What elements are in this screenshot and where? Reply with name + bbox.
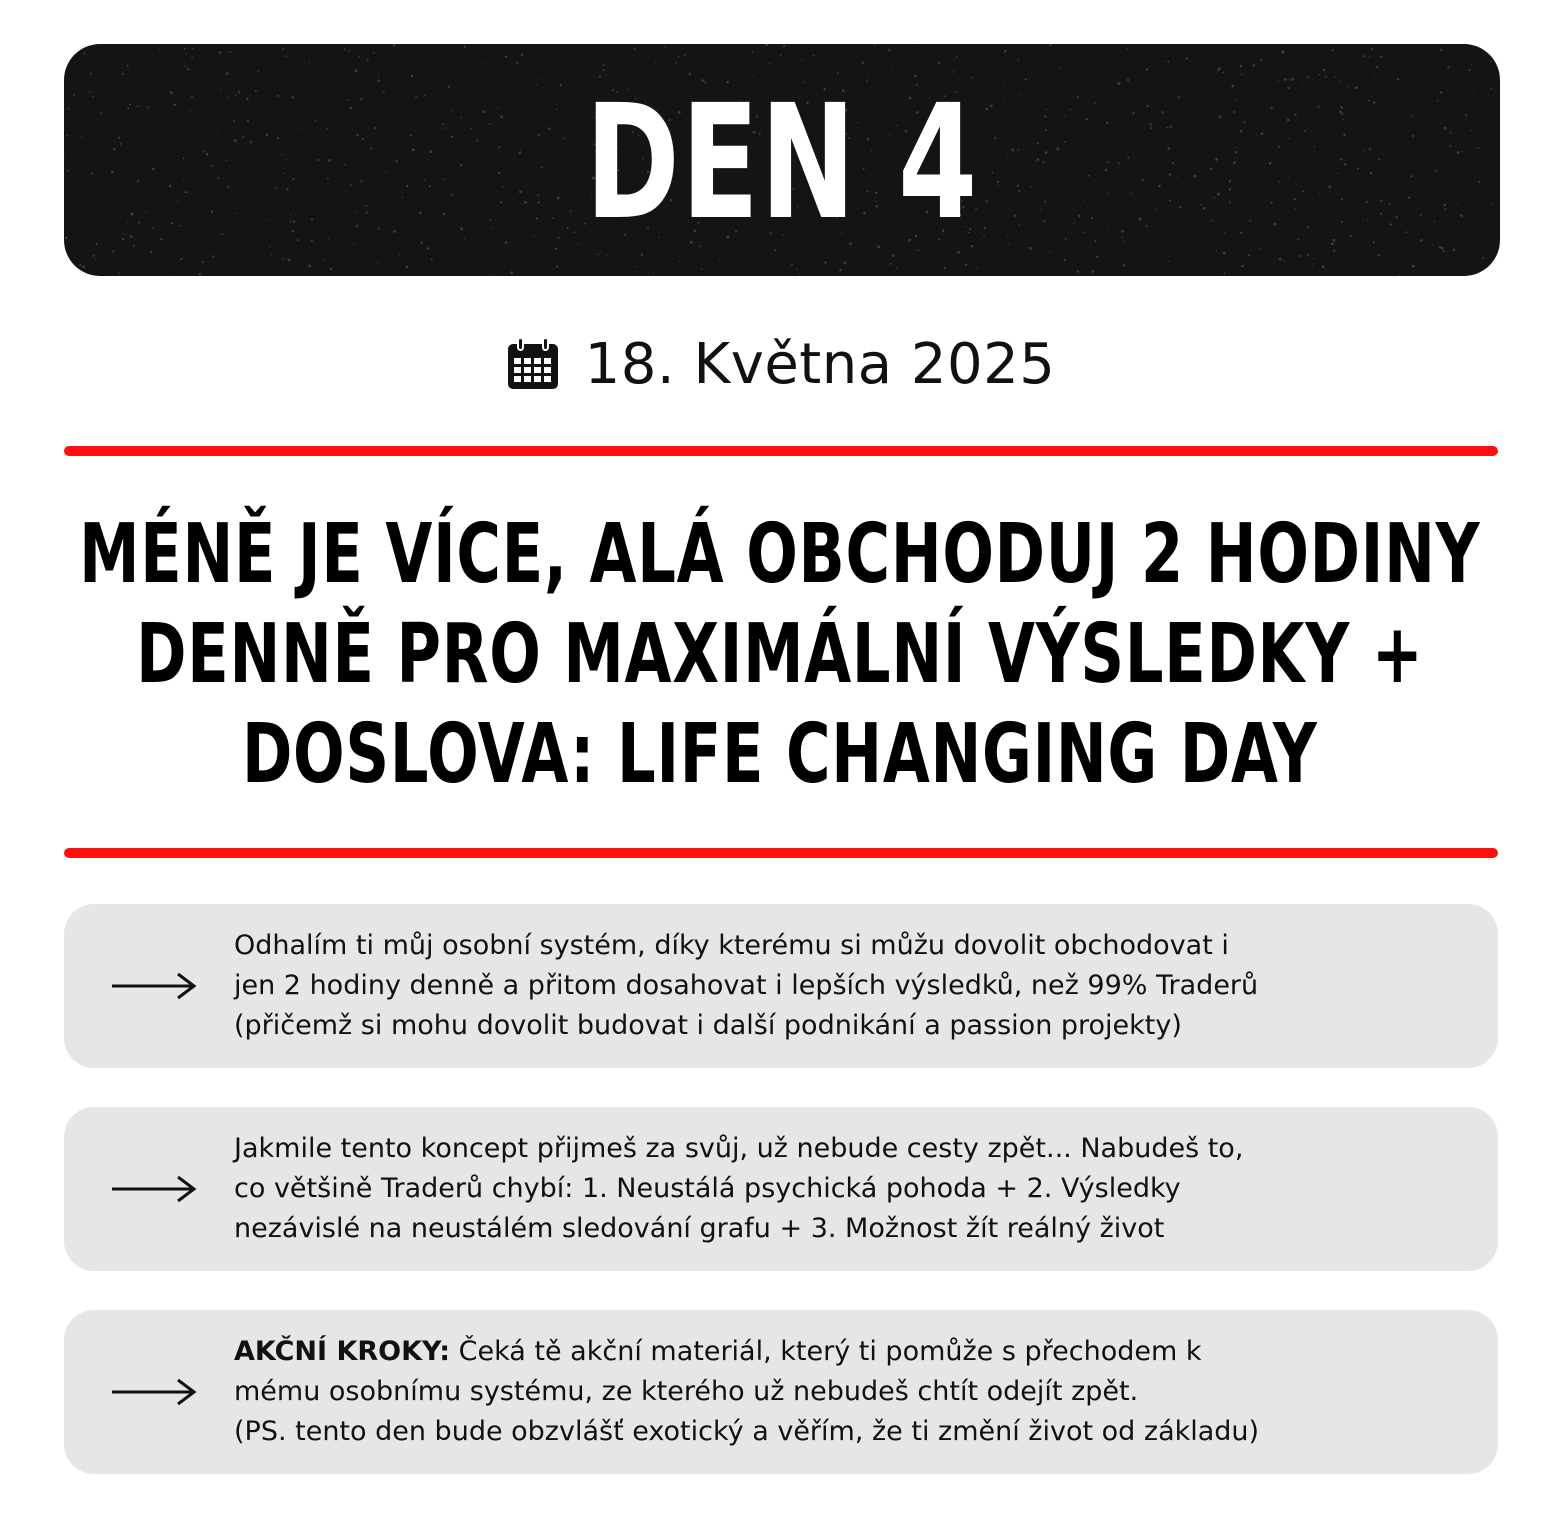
texture-speck	[117, 75, 118, 76]
date-text: 18. Května 2025	[584, 331, 1056, 397]
texture-speck	[1340, 106, 1343, 109]
texture-speck	[1414, 57, 1415, 58]
texture-speck	[1341, 113, 1343, 115]
texture-speck	[1386, 92, 1387, 93]
texture-speck	[64, 158, 65, 159]
texture-speck	[227, 186, 229, 188]
texture-speck	[1370, 172, 1372, 174]
texture-speck	[122, 73, 124, 75]
texture-speck	[1333, 239, 1336, 242]
texture-speck	[1371, 48, 1373, 50]
texture-speck	[1363, 55, 1365, 57]
texture-speck	[1457, 204, 1458, 205]
texture-speck	[181, 67, 182, 68]
texture-speck	[1357, 168, 1359, 170]
texture-speck	[1341, 221, 1343, 223]
texture-speck	[122, 238, 124, 240]
texture-speck	[83, 52, 85, 54]
texture-speck	[1399, 275, 1400, 276]
texture-speck	[226, 160, 228, 162]
texture-speck	[120, 252, 121, 253]
texture-speck	[77, 270, 79, 272]
texture-speck	[102, 98, 103, 99]
texture-speck	[79, 264, 81, 266]
texture-speck	[1444, 127, 1447, 130]
texture-speck	[1424, 206, 1425, 207]
texture-speck	[1363, 151, 1364, 152]
texture-speck	[145, 211, 146, 212]
texture-speck	[246, 98, 248, 100]
texture-speck	[1430, 52, 1431, 53]
texture-speck	[81, 135, 83, 137]
texture-speck	[130, 235, 133, 238]
texture-speck	[1314, 146, 1315, 147]
texture-speck	[232, 187, 233, 188]
texture-speck	[1355, 86, 1358, 89]
action-steps-label: AKČNÍ KROKY:	[234, 1336, 451, 1367]
card-line: Odhalím ti můj osobní systém, díky kterému si můžu dovolit obchodovat i	[234, 930, 1229, 961]
texture-speck	[1450, 132, 1452, 134]
texture-speck	[1348, 85, 1350, 87]
texture-speck	[161, 238, 163, 240]
arrow-right-icon	[110, 1171, 198, 1207]
texture-speck	[1492, 52, 1493, 53]
texture-speck	[1443, 250, 1445, 252]
texture-speck	[1439, 246, 1441, 248]
texture-speck	[137, 180, 139, 182]
texture-speck	[221, 86, 222, 87]
texture-speck	[1369, 56, 1370, 57]
texture-speck	[1435, 170, 1437, 172]
texture-speck	[1447, 66, 1449, 68]
texture-speck	[1341, 213, 1342, 214]
texture-speck	[184, 191, 186, 193]
texture-speck	[1319, 74, 1321, 76]
card-line: nezávislé na neustálém sledování grafu + 3. Možnost žít reálný život	[234, 1213, 1165, 1244]
texture-speck	[147, 106, 149, 108]
texture-speck	[218, 177, 220, 179]
calendar-icon	[505, 336, 561, 392]
texture-speck	[230, 142, 231, 143]
texture-speck	[184, 48, 186, 50]
texture-speck	[233, 120, 235, 122]
card-line-rest: Čeká tě akční materiál, který ti pomůže s přechodem k	[450, 1336, 1202, 1367]
card-text	[234, 1129, 1468, 1249]
texture-speck	[119, 109, 120, 110]
texture-speck	[106, 182, 107, 183]
texture-speck	[92, 255, 94, 257]
card-line: Jakmile tento koncept přijmeš za svůj, už nebude cesty zpět... Nabudeš to,	[234, 1133, 1244, 1164]
texture-speck	[1340, 158, 1342, 160]
texture-speck	[234, 139, 237, 142]
texture-speck	[1313, 258, 1314, 259]
texture-speck	[1365, 201, 1367, 203]
texture-speck	[133, 245, 135, 247]
texture-speck	[114, 141, 115, 142]
texture-speck	[1433, 60, 1434, 61]
texture-speck	[1412, 265, 1415, 268]
card-line: (přičemž si mohu dovolit budovat i další podnikání a passion projekty)	[234, 1010, 1182, 1041]
texture-speck	[1363, 218, 1364, 219]
texture-speck	[1380, 213, 1382, 215]
divider-top	[64, 446, 1498, 456]
texture-speck	[1367, 243, 1368, 244]
texture-speck	[92, 96, 94, 98]
texture-speck	[217, 130, 218, 131]
texture-speck	[127, 222, 128, 223]
texture-speck	[1307, 76, 1309, 78]
texture-speck	[85, 174, 86, 175]
date-row	[0, 328, 1560, 400]
texture-speck	[1378, 254, 1380, 256]
card-text	[234, 1332, 1468, 1452]
texture-speck	[1344, 163, 1347, 166]
texture-speck	[170, 91, 173, 94]
texture-speck	[1307, 254, 1309, 256]
texture-speck	[202, 261, 204, 263]
card-line: jen 2 hodiny denně a přitom dosahovat i lepších výsledků, než 99% Traderů	[234, 970, 1259, 1001]
texture-speck	[139, 110, 140, 111]
day-title: DEN 4	[585, 71, 979, 255]
texture-speck	[1323, 70, 1324, 71]
texture-speck	[247, 120, 249, 122]
texture-speck	[1299, 159, 1300, 160]
texture-speck	[138, 221, 140, 223]
texture-speck	[90, 73, 92, 75]
texture-speck	[1464, 127, 1465, 128]
action-steps-card	[64, 1310, 1498, 1474]
texture-speck	[1302, 190, 1304, 192]
texture-speck	[1373, 84, 1374, 85]
texture-speck	[1411, 116, 1413, 118]
info-card	[64, 904, 1498, 1068]
texture-speck	[80, 274, 81, 275]
texture-speck	[219, 63, 220, 64]
texture-speck	[1328, 185, 1331, 188]
texture-speck	[1472, 91, 1473, 92]
texture-speck	[1440, 49, 1442, 51]
texture-speck	[1389, 203, 1391, 205]
texture-speck	[1339, 111, 1342, 114]
texture-speck	[1478, 181, 1480, 183]
texture-speck	[1369, 148, 1371, 150]
texture-speck	[79, 101, 80, 102]
texture-speck	[1302, 85, 1303, 86]
texture-speck	[1410, 176, 1412, 178]
texture-speck	[1471, 63, 1472, 64]
texture-speck	[1434, 221, 1436, 223]
texture-speck	[1397, 78, 1399, 80]
texture-speck	[258, 70, 259, 71]
texture-speck	[123, 234, 125, 236]
texture-speck	[1367, 220, 1368, 221]
texture-speck	[1312, 265, 1313, 266]
texture-speck	[1420, 269, 1421, 270]
texture-speck	[171, 222, 173, 224]
texture-speck	[254, 112, 255, 113]
texture-speck	[235, 95, 236, 96]
texture-speck	[189, 110, 191, 112]
texture-speck	[207, 54, 208, 55]
texture-speck	[159, 49, 161, 51]
texture-speck	[1318, 106, 1320, 108]
texture-speck	[112, 251, 114, 253]
texture-speck	[1376, 66, 1378, 68]
texture-speck	[1420, 214, 1422, 216]
texture-speck	[1374, 74, 1375, 75]
texture-speck	[206, 153, 209, 156]
texture-speck	[66, 187, 67, 188]
texture-speck	[1429, 115, 1430, 116]
texture-speck	[255, 90, 257, 92]
texture-speck	[1444, 204, 1447, 207]
texture-speck	[1306, 232, 1307, 233]
texture-speck	[119, 271, 121, 273]
texture-speck	[238, 92, 240, 94]
headline-line: MÉNĚ JE VÍCE, ALÁ OBCHODUJ 2 HODINY	[79, 507, 1481, 602]
info-card	[64, 1107, 1498, 1271]
texture-speck	[1470, 130, 1471, 131]
day-banner	[64, 44, 1500, 276]
texture-speck	[1378, 158, 1380, 160]
texture-speck	[229, 51, 231, 53]
texture-speck	[1380, 56, 1382, 58]
texture-speck	[212, 255, 214, 257]
texture-speck	[203, 150, 205, 152]
texture-speck	[72, 53, 74, 55]
texture-speck	[1308, 202, 1309, 203]
texture-speck	[1460, 214, 1463, 217]
texture-speck	[199, 273, 201, 275]
texture-speck	[192, 48, 194, 50]
texture-speck	[131, 213, 134, 216]
texture-speck	[1373, 101, 1375, 103]
texture-speck	[185, 54, 186, 55]
texture-speck	[73, 94, 75, 96]
texture-speck	[191, 96, 193, 98]
texture-speck	[1395, 216, 1397, 218]
texture-speck	[1368, 100, 1370, 102]
texture-speck	[1468, 239, 1469, 240]
texture-speck	[1322, 266, 1325, 269]
texture-speck	[226, 72, 229, 75]
divider-bottom	[64, 848, 1498, 858]
texture-speck	[175, 138, 176, 139]
texture-speck	[221, 233, 223, 235]
texture-speck	[169, 185, 172, 188]
card-text	[234, 926, 1468, 1046]
texture-speck	[113, 148, 116, 151]
texture-speck	[127, 107, 129, 109]
texture-speck	[1400, 45, 1401, 46]
texture-speck	[1333, 249, 1336, 252]
texture-speck	[1445, 208, 1447, 210]
texture-speck	[152, 168, 155, 171]
texture-speck	[175, 275, 176, 276]
texture-speck	[228, 97, 229, 98]
card-line: (PS. tento den bude obzvlášť exotický a věřím, že ti změní život od základu)	[234, 1416, 1260, 1447]
texture-speck	[1437, 66, 1438, 67]
texture-speck	[1408, 196, 1410, 198]
texture-speck	[184, 66, 186, 68]
texture-speck	[1476, 232, 1477, 233]
texture-speck	[1450, 145, 1452, 147]
texture-speck	[1342, 119, 1344, 121]
texture-speck	[183, 179, 184, 180]
texture-speck	[211, 165, 213, 167]
texture-speck	[1432, 244, 1433, 245]
texture-speck	[1335, 76, 1337, 78]
texture-speck	[1470, 209, 1471, 210]
texture-speck	[150, 251, 152, 253]
texture-speck	[1337, 173, 1338, 174]
texture-speck	[191, 57, 193, 59]
texture-speck	[1490, 68, 1491, 69]
texture-speck	[64, 257, 65, 258]
texture-speck	[1299, 255, 1301, 257]
texture-speck	[1311, 167, 1312, 168]
texture-speck	[177, 201, 179, 203]
texture-speck	[1322, 244, 1323, 245]
texture-speck	[220, 89, 222, 91]
texture-speck	[101, 112, 103, 114]
headline-line: DENNĚ PRO MAXIMÁLNÍ VÝSLEDKY +	[136, 607, 1424, 702]
texture-speck	[1437, 100, 1439, 102]
texture-speck	[120, 143, 122, 145]
texture-speck	[219, 51, 222, 54]
texture-speck	[173, 103, 176, 106]
texture-speck	[1465, 114, 1467, 116]
texture-speck	[1390, 110, 1391, 111]
texture-speck	[1469, 69, 1471, 71]
texture-speck	[1307, 226, 1309, 228]
texture-speck	[1420, 239, 1423, 242]
texture-speck	[180, 258, 182, 260]
texture-speck	[231, 189, 232, 190]
texture-speck	[1304, 130, 1306, 132]
texture-speck	[112, 185, 113, 186]
texture-speck	[187, 68, 189, 70]
texture-speck	[1474, 90, 1475, 91]
texture-speck	[1325, 76, 1327, 78]
texture-speck	[1353, 84, 1354, 85]
texture-speck	[186, 191, 188, 193]
card-line	[234, 1332, 1468, 1372]
texture-speck	[137, 105, 139, 107]
texture-speck	[1386, 44, 1387, 45]
texture-speck	[242, 136, 244, 138]
texture-speck	[1340, 80, 1341, 81]
texture-speck	[238, 90, 240, 92]
headline	[0, 500, 1560, 810]
texture-speck	[1388, 228, 1389, 229]
texture-speck	[250, 141, 252, 143]
texture-speck	[1461, 151, 1462, 152]
texture-speck	[1494, 169, 1495, 170]
card-line: mému osobnímu systému, ze kterého už nebudeš chtít odejít zpět.	[234, 1376, 1139, 1407]
texture-speck	[1350, 235, 1352, 237]
texture-speck	[1331, 49, 1333, 51]
texture-speck	[1490, 88, 1492, 90]
texture-speck	[1341, 198, 1343, 200]
arrow-right-icon	[110, 968, 198, 1004]
texture-speck	[1319, 193, 1320, 194]
texture-speck	[83, 265, 86, 268]
texture-speck	[68, 108, 70, 110]
card-line: co většině Traderů chybí: 1. Neustálá psychická pohoda + 2. Výsledky	[234, 1173, 1181, 1204]
texture-speck	[1373, 241, 1375, 243]
texture-speck	[239, 59, 240, 60]
texture-speck	[66, 135, 68, 137]
texture-speck	[183, 157, 185, 159]
texture-speck	[179, 144, 180, 145]
texture-speck	[1426, 265, 1427, 266]
texture-speck	[211, 211, 213, 213]
texture-speck	[89, 91, 91, 93]
texture-speck	[91, 173, 93, 175]
texture-speck	[127, 65, 129, 67]
texture-speck	[1473, 121, 1474, 122]
texture-speck	[1411, 204, 1412, 205]
texture-speck	[1331, 242, 1334, 245]
texture-speck	[1477, 147, 1479, 149]
headline-line: DOSLOVA: LIFE CHANGING DAY	[242, 707, 1318, 802]
texture-speck	[1337, 194, 1338, 195]
texture-speck	[1457, 151, 1460, 154]
texture-speck	[1453, 249, 1455, 251]
arrow-right-icon	[110, 1374, 198, 1410]
texture-speck	[1412, 135, 1414, 137]
texture-speck	[1460, 130, 1461, 131]
texture-speck	[1440, 91, 1442, 93]
texture-speck	[129, 103, 131, 105]
texture-speck	[1381, 200, 1383, 202]
texture-speck	[1494, 90, 1495, 91]
texture-speck	[111, 171, 114, 174]
texture-speck	[1330, 213, 1331, 214]
texture-speck	[1490, 61, 1492, 63]
texture-speck	[95, 243, 97, 245]
texture-speck	[1482, 257, 1484, 259]
texture-speck	[1492, 203, 1494, 205]
texture-speck	[236, 213, 237, 214]
texture-speck	[1390, 223, 1392, 225]
texture-speck	[95, 259, 96, 260]
texture-speck	[1343, 134, 1345, 136]
texture-speck	[1406, 231, 1408, 233]
texture-speck	[1441, 247, 1444, 250]
texture-speck	[1346, 73, 1347, 74]
texture-speck	[1422, 155, 1423, 156]
texture-speck	[180, 225, 182, 227]
texture-speck	[152, 228, 154, 230]
texture-speck	[65, 237, 68, 240]
texture-speck	[222, 257, 223, 258]
texture-speck	[1348, 256, 1349, 257]
texture-speck	[67, 170, 69, 172]
texture-speck	[118, 136, 120, 138]
